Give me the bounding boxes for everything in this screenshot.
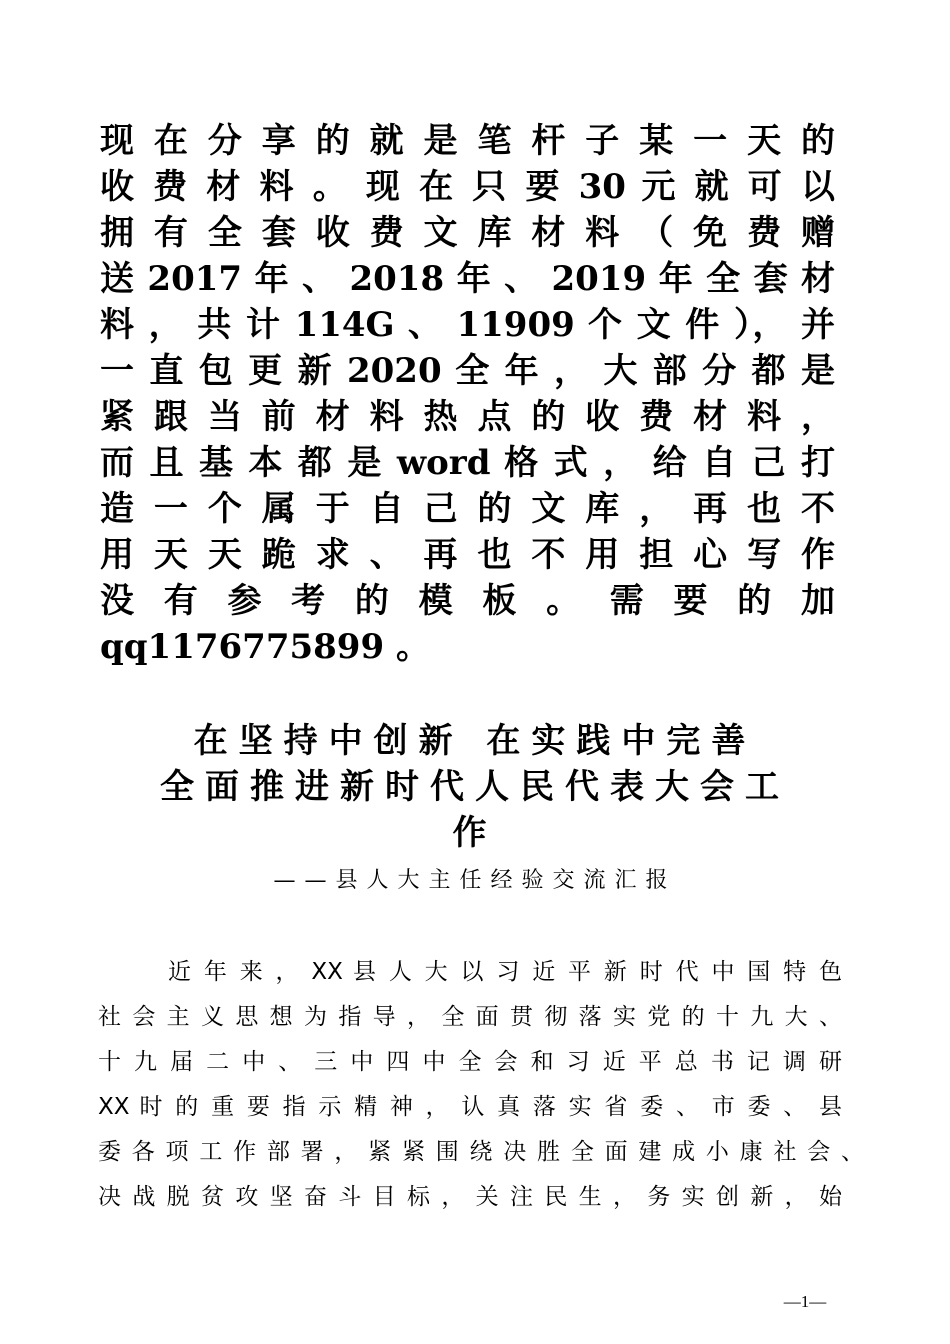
ad-line-12: qq1176775899 。 [100, 627, 430, 667]
ad-line-8: 而 且 基 本 都 是 word 格 式 ， 给 自 己 打 [100, 443, 835, 483]
ad-line-10: 用 天 天 跪 求 、 再 也 不 用 担 心 写 作 [100, 535, 835, 575]
ad-line-2: 收 费 材 料 。 现 在 只 要 30 元 就 可 以 [100, 167, 835, 207]
body-line-1: 近 年 来 ， XX 县 人 大 以 习 近 平 新 时 代 中 国 特 色 [168, 959, 842, 985]
title-line-1: 在坚持中创新 在实践中完善 [193, 721, 757, 761]
title-line-2: 全面推进新时代人民代表大会工 [160, 767, 790, 807]
body-line-4: XX 时 的 重 要 指 示 精 神 ， 认 真 落 实 省 委 、 市 委 、 县 [98, 1094, 842, 1120]
body-line-5: 委 各 项 工 作 部 署 ， 紧 紧 围 绕 决 胜 全 面 建 成 小 康 社 会 、 [98, 1139, 864, 1165]
ad-line-4: 送 2017 年 、 2018 年 、 2019 年 全 套 材 [100, 259, 835, 299]
ad-line-9: 造 一 个 属 于 自 己 的 文 库 ， 再 也 不 [100, 489, 835, 529]
page-number: —1— [783, 1292, 827, 1311]
ad-line-1: 现 在 分 享 的 就 是 笔 杆 子 某 一 天 的 [100, 121, 835, 161]
body-line-6: 决 战 脱 贫 攻 坚 奋 斗 目 标 ， 关 注 民 生 ， 务 实 创 新 ， 始 [98, 1184, 842, 1210]
body-line-3: 十 九 届 二 中 、 三 中 四 中 全 会 和 习 近 平 总 书 记 调 研 [98, 1049, 842, 1075]
ad-line-6: 一 直 包 更 新 2020 全 年 ， 大 部 分 都 是 [100, 351, 835, 391]
title-line-3: 作 [452, 813, 498, 853]
ad-line-5: 料 ， 共 计 114G 、 11909 个 文 件 ）， 并 [100, 305, 835, 345]
ad-line-7: 紧 跟 当 前 材 料 热 点 的 收 费 材 料 ， [100, 397, 835, 437]
ad-line-11: 没 有 参 考 的 模 板 。 需 要 的 加 [100, 581, 835, 621]
body-line-2: 社 会 主 义 思 想 为 指 导 ， 全 面 贯 彻 落 实 党 的 十 九 大 、 [98, 1004, 842, 1030]
ad-line-3: 拥 有 全 套 收 费 文 库 材 料 （ 免 费 赠 [100, 213, 835, 253]
subtitle: ——县人大主任经验交流汇报 [273, 868, 677, 893]
